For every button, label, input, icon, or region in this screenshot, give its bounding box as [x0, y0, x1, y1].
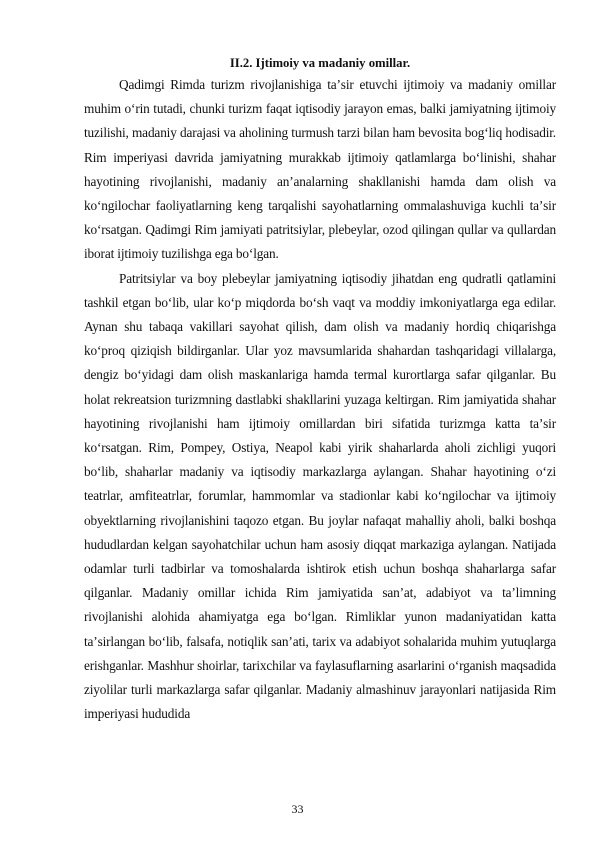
- page-number: 33: [291, 802, 304, 816]
- body-text: [84, 73, 556, 726]
- paragraph-2: Patritsiylar va boy plebeylar jamiyatning iqtisodiy jihatdan eng qudratli qatlamini tashkil etgan boʻlib, ular koʻp miqdorda boʻsh vaqt va moddiy imkoniyatlarga ega edilar. Aynan shu tabaqa vakillari sayohat qilish, dam olish va madaniy hordiq chiqarishga koʻproq qiziqish bildirganlar. Ular yoz mavsumlarida shahardan tashqaridagi villalarga, dengiz boʻyidagi dam olish maskanlariga hamda termal kurortlarga safar qilganlar. Bu holat rekreatsion turizmning dastlabki shakllarini yuzaga keltirgan. Rim jamiyatida shahar hayotining rivojlanishi ham ijtimoiy omillardan biri sifatida turizmga katta taʼsir koʻrsatgan. Rim, Pompey, Ostiya, Neapol kabi yirik shaharlarda aholi zichligi yuqori boʻlib, shaharlar madaniy va iqtisodiy markazlarga aylangan. Shahar hayotining oʻzi teatrlar, amfiteatrlar, forumlar, hammomlar va stadionlar kabi koʻngilochar va ijtimoiy obyektlarning rivojlanishini taqozo etgan. Bu joylar nafaqat mahalliy aholi, balki boshqa hududlardan kelgan sayohatchilar uchun ham asosiy diqqat markaziga aylangan. Natijada odamlar turli tadbirlar va tomoshalarda ishtirok etish uchun boshqa shaharlarga safar qilganlar. Madaniy omillar ichida Rim jamiyatida sanʼat, adabiyot va taʼlimning rivojlanishi alohida ahamiyatga ega boʻlgan. Rimliklar yunon madaniyatidan katta taʼsirlangan boʻlib, falsafa, notiqlik sanʼati, tarix va adabiyot sohalarida muhim yutuqlarga erishganlar. Mashhur shoirlar, tarixchilar va faylasuflarning asarlarini oʻrganish maqsadida ziyolilar turli markazlarga safar qilganlar. Madaniy almashinuv jarayonlari natijasida Rim imperiyasi hududida: [84, 270, 556, 722]
- paragraph-1: Qadimgi Rimda turizm rivojlanishiga taʼsir etuvchi ijtimoiy va madaniy omillar muhim oʻrin tutadi, chunki turizm faqat iqtisodiy jarayon emas, balki jamiyatning ijtimoiy tuzilishi, madaniy darajasi va aholining turmush tarzi bilan ham bevosita bogʻliq hodisadir. Rim imperiyasi davrida jamiyatning murakkab ijtimoiy qatlamlarga boʻlinishi, shahar hayotining rivojlanishi, madaniy anʼanalarning shakllanishi hamda dam olish va koʻngilochar faoliyatlarning keng tarqalishi sayohatlarning ommalashuviga kuchli taʼsir koʻrsatgan. Qadimgi Rim jamiyati patritsiylar, plebeylar, ozod qilingan qullar va qullardan iborat ijtimoiy tuzilishga ega boʻlgan.: [84, 77, 556, 262]
- section-heading: II.2. Ijtimoiy va madaniy omillar.: [229, 56, 411, 70]
